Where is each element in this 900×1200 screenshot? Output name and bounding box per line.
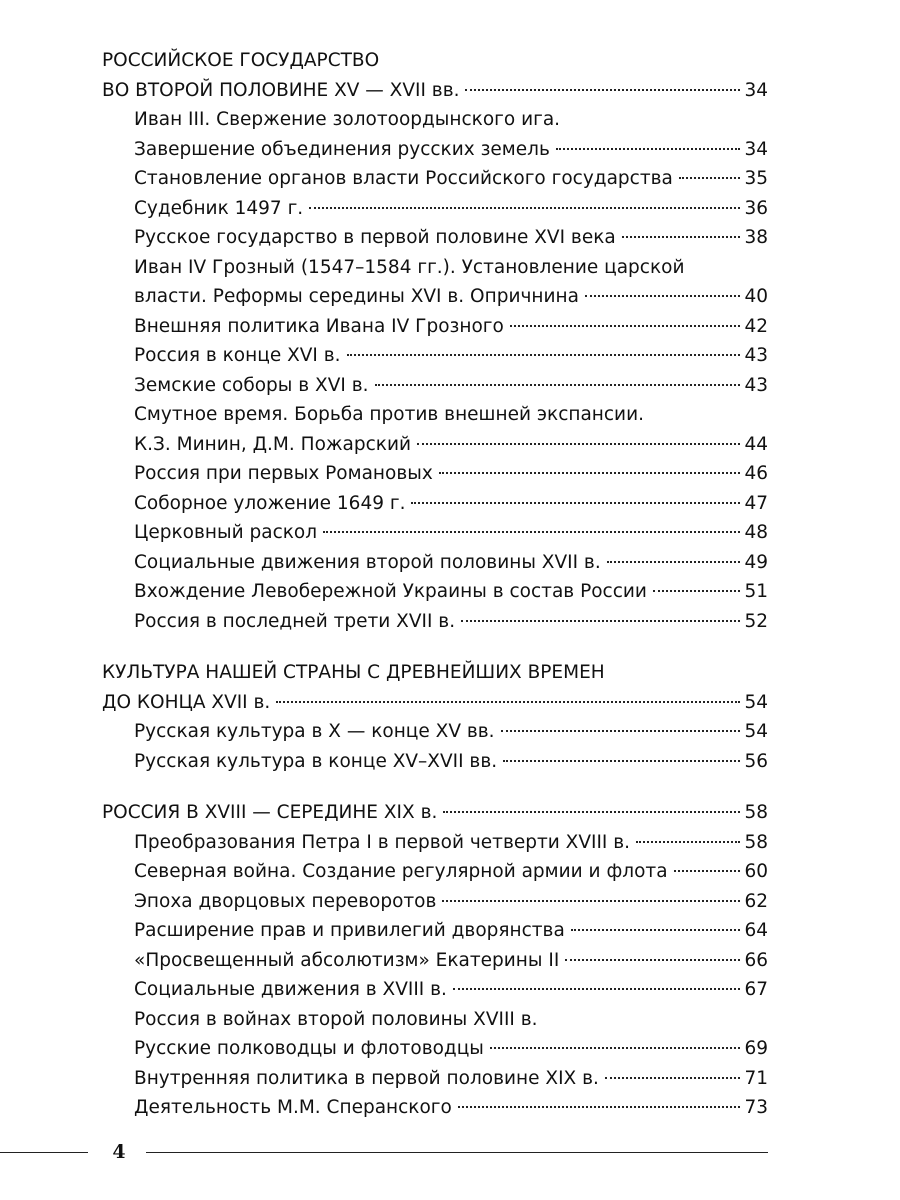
page-ref: 42 xyxy=(744,315,768,337)
dot-leader xyxy=(490,1047,741,1049)
page-ref: 54 xyxy=(744,691,768,713)
dot-leader xyxy=(607,561,741,563)
toc-entry-text: Социальные движения второй половины XVII в. xyxy=(134,551,601,573)
toc-entry-text: Смутное время. Борьба против внешней экспансии. xyxy=(134,404,644,425)
toc-entry-text: Вхождение Левобережной Украины в состав России xyxy=(134,581,647,602)
page-ref: 47 xyxy=(744,492,768,514)
toc-section xyxy=(102,46,768,636)
page-ref: 56 xyxy=(744,750,768,772)
toc-section-title-line xyxy=(102,658,768,688)
page-ref: 43 xyxy=(744,345,768,366)
toc-entry-text: Россия в конце XVI в. xyxy=(134,345,341,366)
toc-entry-text: Деятельность М.М. Сперанского xyxy=(134,1097,452,1118)
toc-entry-line xyxy=(102,459,768,489)
toc-section-title-text: ВО ВТОРОЙ ПОЛОВИНЕ XV — XVII вв. xyxy=(102,79,460,101)
toc-entry-text: Соборное уложение 1649 г. xyxy=(134,492,406,514)
toc-entry-line xyxy=(102,489,768,519)
page-ref: 40 xyxy=(744,286,768,307)
toc-entry-text: К.З. Минин, Д.М. Пожарский xyxy=(134,433,412,455)
toc-entry-text: Русская культура в X — конце XV вв. xyxy=(134,721,495,742)
toc-entry-line xyxy=(102,857,768,887)
page-ref: 35 xyxy=(744,168,768,189)
page-ref: 67 xyxy=(744,979,768,1000)
dot-leader xyxy=(276,701,740,703)
page-ref: 48 xyxy=(744,522,768,543)
toc-entry-text: Россия в войнах второй половины XVIII в. xyxy=(134,1008,538,1030)
dot-leader xyxy=(501,730,741,732)
toc-entry-line xyxy=(102,430,768,460)
toc-entry-text: Иван IV Грозный (1547–1584 гг.). Установление царской xyxy=(134,256,685,278)
toc-section-title-text: ДО КОНЦА XVII в. xyxy=(102,691,271,713)
toc-entry-text: Россия при первых Романовых xyxy=(134,463,433,484)
toc-entry-line xyxy=(102,828,768,858)
page-ref: 49 xyxy=(744,551,768,573)
page-ref: 52 xyxy=(744,610,768,632)
page-ref: 38 xyxy=(744,227,768,248)
toc-entry-text: Становление органов власти Российского государства xyxy=(134,168,673,189)
dot-leader xyxy=(411,502,740,504)
dot-leader xyxy=(347,354,741,356)
table-of-contents xyxy=(102,46,768,1145)
toc-entry-text: власти. Реформы середины XVI в. Опричнина xyxy=(134,286,579,307)
dot-leader xyxy=(565,959,740,961)
dot-leader xyxy=(442,900,740,902)
dot-leader xyxy=(653,590,741,592)
toc-entry-line xyxy=(102,916,768,946)
toc-section-title-line xyxy=(102,688,768,718)
dot-leader xyxy=(453,988,741,990)
toc-entry-text: Внешняя политика Ивана IV Грозного xyxy=(134,315,504,337)
toc-section-title-text: РОССИЯ В XVIII — СЕРЕДИНЕ XIX в. xyxy=(102,802,438,823)
toc-section-title-line xyxy=(102,46,768,76)
toc-entry-line xyxy=(102,371,768,401)
toc-entry-line xyxy=(102,887,768,917)
toc-section-title-text: РОССИЙСКОЕ ГОСУДАРСТВО xyxy=(102,50,380,71)
dot-leader xyxy=(461,620,740,622)
toc-section xyxy=(102,798,768,1123)
toc-entry-line xyxy=(102,1005,768,1035)
toc-entry-line xyxy=(102,548,768,578)
dot-leader xyxy=(556,148,741,150)
toc-entry-line xyxy=(102,577,768,607)
footer-rule-left xyxy=(0,1152,88,1153)
toc-entry-text: Социальные движения в XVIII в. xyxy=(134,979,447,1000)
page-ref: 51 xyxy=(744,581,768,602)
toc-entry-line xyxy=(102,164,768,194)
toc-entry-text: Внутренняя политика в первой половине XIX в. xyxy=(134,1067,599,1089)
page-ref: 34 xyxy=(744,79,768,101)
toc-entry-line xyxy=(102,946,768,976)
page-ref: 46 xyxy=(744,463,768,484)
page-ref: 58 xyxy=(744,831,768,853)
toc-entry-line xyxy=(102,194,768,224)
toc-entry-text: Завершение объединения русских земель xyxy=(134,138,550,160)
dot-leader xyxy=(571,929,741,931)
toc-entry-text: Россия в последней трети XVII в. xyxy=(134,610,456,632)
dot-leader xyxy=(417,443,740,445)
page-ref: 36 xyxy=(744,197,768,219)
dot-leader xyxy=(375,384,741,386)
toc-entry-line xyxy=(102,400,768,430)
toc-section-title-text: КУЛЬТУРА НАШЕЙ СТРАНЫ С ДРЕВНЕЙШИХ ВРЕМЕН xyxy=(102,662,605,683)
toc-entry-line xyxy=(102,717,768,747)
toc-entry-text: Судебник 1497 г. xyxy=(134,197,304,219)
toc-entry-line xyxy=(102,135,768,165)
toc-entry-line xyxy=(102,1034,768,1064)
toc-entry-line xyxy=(102,105,768,135)
dot-leader xyxy=(439,472,741,474)
page-ref: 43 xyxy=(744,374,768,396)
toc-entry-text: Иван III. Свержение золотоордынского ига. xyxy=(134,109,561,130)
toc-entry-line xyxy=(102,518,768,548)
toc-entry-text: Русская культура в конце XV–XVII вв. xyxy=(134,750,498,772)
dot-leader xyxy=(605,1077,741,1079)
page-ref: 66 xyxy=(744,949,768,971)
dot-leader xyxy=(674,870,741,872)
page-ref: 54 xyxy=(744,721,768,742)
page-ref: 60 xyxy=(744,861,768,882)
toc-entry-line xyxy=(102,975,768,1005)
toc-entry-line xyxy=(102,312,768,342)
toc-entry-line xyxy=(102,607,768,637)
toc-section xyxy=(102,658,768,776)
page-ref: 73 xyxy=(744,1097,768,1118)
dot-leader xyxy=(585,295,740,297)
toc-entry-line xyxy=(102,1093,768,1123)
page-ref: 34 xyxy=(744,138,768,160)
footer-rule-right xyxy=(146,1152,768,1153)
toc-entry-text: Северная война. Создание регулярной армии и флота xyxy=(134,861,668,882)
page-ref: 64 xyxy=(744,920,768,941)
page-ref: 62 xyxy=(744,890,768,912)
dot-leader xyxy=(309,207,740,209)
dot-leader xyxy=(443,811,740,813)
page-ref: 58 xyxy=(744,802,768,823)
dot-leader xyxy=(510,325,741,327)
toc-entry-line xyxy=(102,1064,768,1094)
toc-entry-text: Русское государство в первой половине XVI века xyxy=(134,227,616,248)
toc-entry-line xyxy=(102,223,768,253)
page-ref: 71 xyxy=(744,1067,768,1089)
toc-entry-line xyxy=(102,282,768,312)
dot-leader xyxy=(465,89,740,91)
toc-entry-text: Эпоха дворцовых переворотов xyxy=(134,890,437,912)
toc-entry-line xyxy=(102,253,768,283)
toc-entry-text: Церковный раскол xyxy=(134,522,318,543)
toc-entry-text: Расширение прав и привилегий дворянства xyxy=(134,920,565,941)
dot-leader xyxy=(679,177,741,179)
toc-entry-text: Земские соборы в XVI в. xyxy=(134,374,369,396)
toc-entry-line xyxy=(102,747,768,777)
dot-leader xyxy=(636,841,740,843)
page-ref: 69 xyxy=(744,1038,768,1059)
toc-entry-text: «Просвещенный абсолютизм» Екатерины II xyxy=(134,949,560,971)
dot-leader xyxy=(503,760,740,762)
dot-leader xyxy=(458,1106,741,1108)
dot-leader xyxy=(323,531,740,533)
page-ref: 44 xyxy=(744,433,768,455)
toc-entry-text: Преобразования Петра I в первой четверти XVIII в. xyxy=(134,831,631,853)
toc-entry-text: Русские полководцы и флотоводцы xyxy=(134,1038,484,1059)
toc-section-title-line xyxy=(102,76,768,106)
dot-leader xyxy=(622,236,741,238)
toc-entry-line xyxy=(102,341,768,371)
toc-section-title-line xyxy=(102,798,768,828)
page-number: 4 xyxy=(112,1141,126,1163)
